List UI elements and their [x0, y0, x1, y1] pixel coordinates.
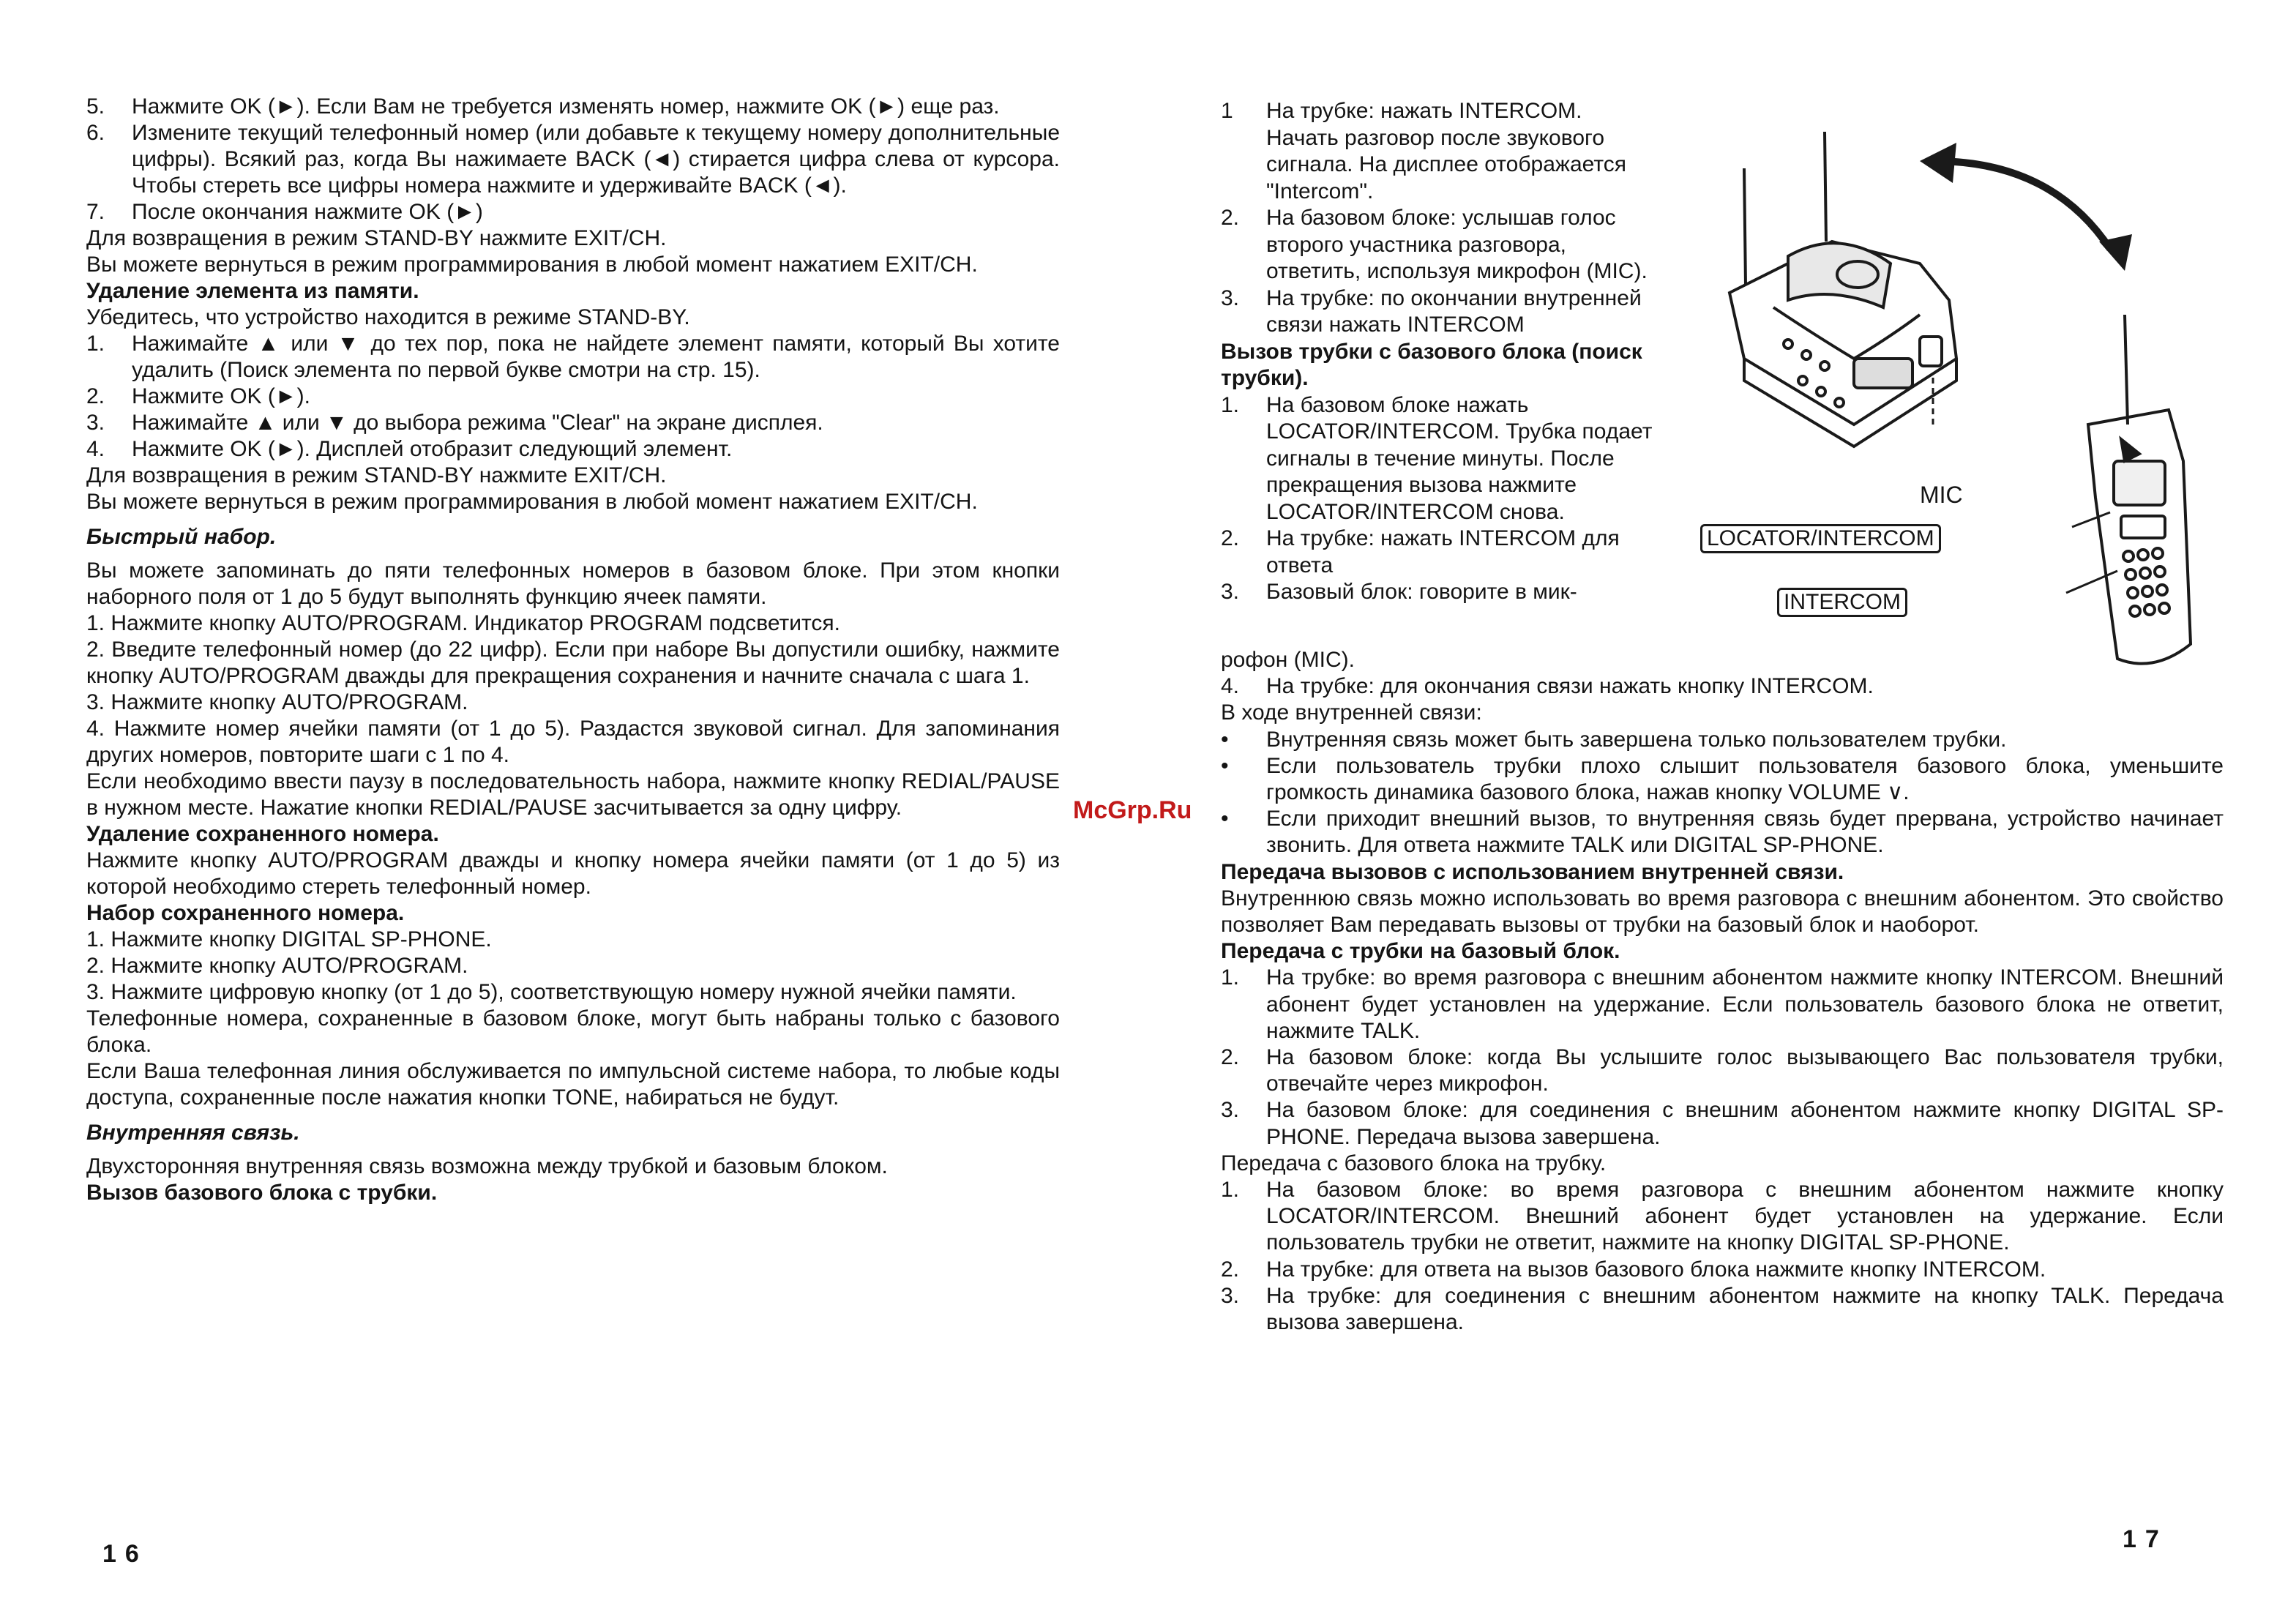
list-item: 3. Базовый блок: говорите в мик- [1221, 580, 1577, 604]
quick-step: 4. Нажмите номер ячейки памяти (от 1 до 5). Раздастся звуковой сигнал. Для запоминания других номеров, повторите шаги с 1 по 4. [86, 717, 1060, 767]
pause-text: Если необходимо ввести паузу в последовательность набора, нажмите кнопку REDIAL/PAUSE в нужном месте. Нажатие кнопки REDIAL/PAUSE засчитывается за одну цифру. [86, 769, 1060, 820]
find-handset-heading: Вызов трубки с базового блока (поиск трубки). [1221, 339, 1642, 390]
quick-step: 3. Нажмите кнопку AUTO/PROGRAM. [86, 690, 468, 714]
return-standby-text: Для возвращения в режим STAND-BY нажмите EXIT/CH. [86, 226, 667, 250]
call-base-heading: Вызов базового блока с трубки. [86, 1181, 438, 1205]
intercom-heading: Внутренняя связь. [86, 1121, 300, 1145]
locator-intercom-label: LOCATOR/INTERCOM [1700, 524, 1941, 553]
page-number-17: 17 [2123, 1525, 2168, 1553]
quick-dial-intro: Вы можете запоминать до пяти телефонных номеров в базовом блоке. При этом кнопки наборного поля от 1 до 5 будут выполнять функцию ячеек памяти. [86, 558, 1060, 609]
dial-saved-heading: Набор сохраненного номера. [86, 901, 405, 925]
locator-leader [2072, 512, 2110, 527]
to-base-heading: Передача с трубки на базовый блок. [1221, 939, 1620, 964]
list-item: 3. Нажимайте ▲ или ▼ до выбора режима "Clear" на экране дисплея. [86, 411, 823, 435]
return-program-text: Вы можете вернуться в режим программирования в любой момент нажатием EXIT/CH. [86, 253, 978, 277]
dial-saved-step: 3. Нажмите цифровую кнопку (от 1 до 5), соответствующую номеру нужной ячейки памяти. [86, 980, 1017, 1004]
delete-saved-heading: Удаление сохраненного номера. [86, 822, 439, 846]
intercom-label: INTERCOM [1777, 588, 1907, 617]
list-item: 7. После окончания нажмите OK (►) [86, 200, 483, 224]
list-item: 1. На трубке: во время разговора с внешним абонентом нажмите кнопку INTERCOM. Внешний абонент будет установлен на удержание. Если пользователь базового блока не ответит, нажмите TALK. [1221, 965, 2224, 1043]
dial-saved-step: 2. Нажмите кнопку AUTO/PROGRAM. [86, 954, 468, 978]
list-item: 2. На базовом блоке: услышав голос второго участника разговора, ответить, используя микрофон (MIC). [1221, 206, 1648, 283]
right-bottom-column [1221, 647, 2224, 1336]
page-number-16: 16 [102, 1540, 148, 1568]
list-item: 3. На базовом блоке: для соединения с внешним абонентом нажмите кнопку DIGITAL SP-PHONE. Передача вызова завершена. [1221, 1098, 2224, 1149]
page-17 [1148, 0, 2296, 1619]
list-item: 1. Нажимайте ▲ или ▼ до тех пор, пока не найдете элемент памяти, который Вы хотите удалить (Поиск элемента по первой букве смотри на стр. 15). [86, 332, 1060, 382]
during-intercom-heading: В ходе внутренней связи: [1221, 700, 1482, 725]
watermark: McGrp.Ru [1073, 796, 1192, 824]
quick-dial-heading: Быстрый набор. [86, 525, 277, 549]
to-handset-heading: Передача с базового блока на трубку. [1221, 1151, 1607, 1175]
mic-label: MIC [1920, 482, 1963, 508]
transfer-arrow [1934, 161, 2110, 249]
bullet-item: • Если приходит внешний вызов, то внутренняя связь будет прервана, устройство начинает звонить. Для ответа нажмите TALK или DIGITAL SP-PHONE. [1221, 807, 2224, 858]
delete-steps [86, 331, 1060, 463]
find-step3-continuation: рофон (MIC). [1221, 648, 1355, 672]
list-item: 3. На трубке: по окончании внутренней связи нажать INTERCOM [1221, 285, 1642, 337]
list-item: 1. На базовом блоке: во время разговора с внешним абонентом нажмите кнопку LOCATOR/INTERCOM. Внешний абонент будет установлен на удержание. Если пользователь трубки не ответит, нажмите на кнопку DIGITAL SP-PHONE. [1221, 1178, 2224, 1255]
saved-note: Телефонные номера, сохраненные в базовом блоке, могут быть набраны только с базового блока. [86, 1006, 1060, 1057]
list-item: 4. На трубке: для окончания связи нажать кнопку INTERCOM. [1221, 674, 1874, 699]
intercom-leader [2066, 571, 2117, 593]
base-unit [1730, 132, 1956, 446]
list-item: 1. На базовом блоке нажать LOCATOR/INTERCOM. Трубка подает сигналы в течение минуты. После прекращения вызова нажмите LOCATOR/INTERCOM снова. [1221, 392, 1653, 524]
return-standby-text-2: Для возвращения в режим STAND-BY нажмите EXIT/CH. [86, 463, 667, 487]
quick-step: 2. Введите телефонный номер (до 22 цифр). Если при наборе Вы допустили ошибку, нажмите кнопку AUTO/PROGRAM дважды для прекращения сохранения и начните сначала с шага 1. [86, 637, 1060, 688]
list-item: 5. Нажмите OK (►). Если Вам не требуется изменять номер, нажмите OK (►) еще раз. [86, 94, 1000, 119]
arrowhead-left [1920, 143, 1956, 183]
handset [2088, 315, 2191, 664]
list-item: 6. Измените текущий телефонный номер (или добавьте к текущему номеру дополнительные цифры). Всякий раз, когда Вы нажимаете BACK (◄) стирается цифра слева от курсора. Чтобы стереть все цифры номера нажмите и удерживайте BACK (◄). [86, 121, 1060, 198]
quick-step: 1. Нажмите кнопку AUTO/PROGRAM. Индикатор PROGRAM подсветится. [86, 611, 841, 635]
phone-illustration [1700, 117, 2213, 703]
pulse-note: Если Ваша телефонная линия обслуживается по импульсной системе набора, то любые коды доступа, сохраненные после нажатия кнопки TONE, набираться не будут. [86, 1059, 1060, 1110]
delete-heading: Удаление элемента из памяти. [86, 279, 419, 303]
bullet-item: • Внутренняя связь может быть завершена только пользователем трубки. [1221, 727, 2007, 752]
transfer-heading: Передача вызовов с использованием внутренней связи. [1221, 859, 1844, 884]
delete-saved-text: Нажмите кнопку AUTO/PROGRAM дважды и кнопку номера ячейки памяти (от 1 до 5) из которой необходимо стереть телефонный номер. [86, 848, 1060, 899]
left-column [86, 94, 1060, 1206]
list-item: 3. На трубке: для соединения с внешним абонентом нажмите на кнопку TALK. Передача вызова завершена. [1221, 1283, 2224, 1335]
return-program-text-2: Вы можете вернуться в режим программирования в любой момент нажатием EXIT/CH. [86, 490, 978, 514]
list-item: 4. Нажмите OK (►). Дисплей отобразит следующий элемент. [86, 437, 733, 461]
list-item: 2. На трубке: нажать INTERCOM для ответа [1221, 526, 1620, 577]
list-item: 2. Нажмите OK (►). [86, 384, 310, 408]
edit-steps [86, 94, 1060, 225]
transfer-intro: Внутреннюю связь можно использовать во время разговора с внешним абонентом. Это свойство позволяет Вам передавать вызовы от трубки на базовый блок и наоборот. [1221, 886, 2224, 938]
dial-saved-step: 1. Нажмите кнопку DIGITAL SP-PHONE. [86, 927, 492, 951]
list-item: 2. На базовом блоке: когда Вы услышите голос вызывающего Вас пользователя трубки, отвечайте через микрофон. [1221, 1045, 2224, 1096]
intercom-intro: Двухсторонняя внутренняя связь возможна между трубкой и базовым блоком. [86, 1154, 888, 1178]
list-item: 1 На трубке: нажать INTERCOM. Начать разговор после звукового сигнала. На дисплее отображается "Intercom". [1221, 99, 1626, 203]
delete-intro: Убедитесь, что устройство находится в режиме STAND-BY. [86, 305, 690, 329]
bullet-item: • Если пользователь трубки плохо слышит пользователя базового блока, уменьшите громкость динамика базового блока, нажав кнопку VOLUME ∨. [1221, 753, 2224, 805]
right-top-column [1221, 98, 1660, 606]
list-item: 2. На трубке: для ответа на вызов базового блока нажмите кнопку INTERCOM. [1221, 1257, 2046, 1282]
